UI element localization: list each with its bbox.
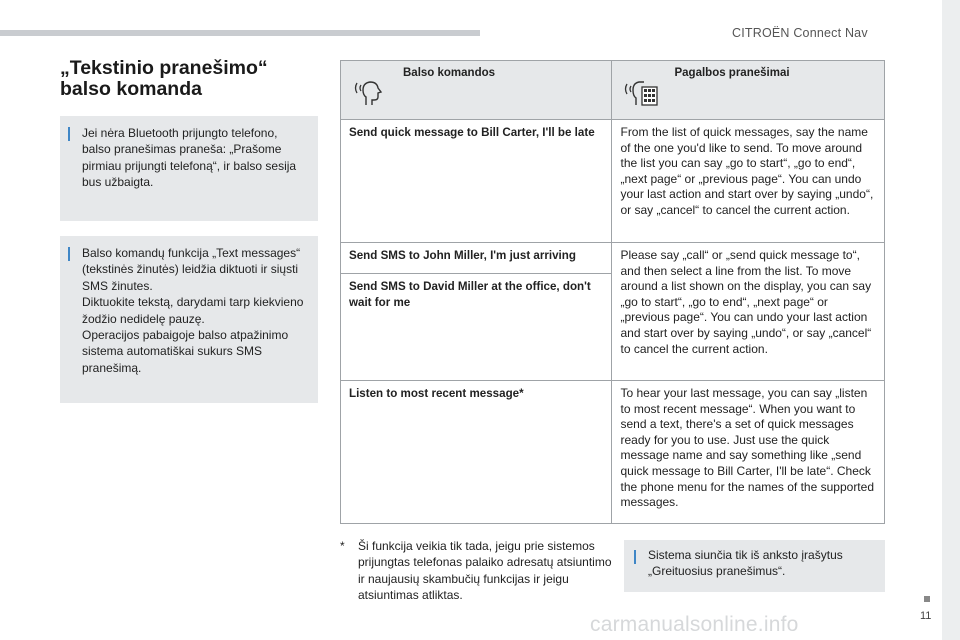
info-note-text: Balso komandų funkcija „Text messages“ (tekstinės žinutės) leidžia diktuoti ir siųsti SMS žinutes. Diktuokite tekstą, darydami tarp kiekvieno žodžio nedidelę pauzę. Operacijos pabaigoje balso atpažinimo sistema automatiškai sukurs SMS pranešimą. [82, 246, 304, 375]
header-voice-commands-label: Balso komandos [403, 67, 496, 79]
info-bar-icon [634, 550, 636, 564]
header-help-messages-label: Pagalbos pranešimai [674, 67, 790, 79]
page-title: „Tekstinio pranešimo“ balso komanda [60, 57, 268, 100]
info-note-text-messages [60, 236, 318, 403]
table-row [341, 120, 885, 243]
voice-command-cell: Send SMS to David Miller at the office, don't wait for me [341, 274, 612, 381]
header-help-messages [612, 61, 885, 120]
help-message-cell: Please say „call“ or „send quick message to“, and then select a line from the list. To move around a list shown on the display, you can say „go to start“, „go to end“, „next page“ or „previous page“. You can undo your last action and start over by saying „undo“, or say „cancel“ to cancel the current action. [612, 243, 885, 381]
table-header-row [341, 61, 885, 120]
voice-command-table [340, 60, 885, 524]
footnote-marker: * [340, 539, 345, 553]
table-row [341, 243, 885, 274]
page-number: 11 [920, 610, 932, 622]
info-note-quick-messages [624, 540, 885, 592]
table-row [341, 381, 885, 524]
page-marker [924, 596, 930, 602]
page-edge-strip [942, 0, 960, 640]
info-bar-icon [68, 247, 70, 261]
info-bar-icon [68, 127, 70, 141]
help-message-cell: From the list of quick messages, say the name of the one you'd like to send. To move around the list you can say „go to start“, „go to end“, „next page“ or „previous page“. You can undo your last action and start over by saying „undo“, or say „cancel“ to cancel the current action. [612, 120, 885, 243]
info-note-text: Sistema siunčia tik iš anksto įrašytus „Greituosius pranešimus“. [648, 548, 843, 579]
watermark: carmanualsonline.info [590, 613, 799, 636]
footnote [340, 538, 612, 604]
header-bar [0, 30, 480, 36]
footnote-text: Ši funkcija veikia tik tada, jeigu prie sistemos prijungtas telefonas palaiko adresatų atsiuntimo ir naujausių skambučių funkcijas ir jeigu atsiuntimas atliktas. [358, 539, 612, 603]
info-note-bluetooth [60, 116, 318, 221]
voice-command-icon [353, 75, 387, 107]
header-title: CITROËN Connect Nav [732, 26, 868, 40]
voice-help-icon [624, 75, 658, 107]
header-voice-commands [341, 61, 612, 120]
voice-command-cell: Send SMS to John Miller, I'm just arriving [341, 243, 612, 274]
voice-command-cell: Listen to most recent message* [341, 381, 612, 524]
help-message-cell: To hear your last message, you can say „listen to most recent message“. When you want to send a text, there's a set of quick messages ready for you to use. Just use the quick message name and say something like „send quick message to Bill Carter, I'll be late“. Check the phone menu for the names of the supported messages. [612, 381, 885, 524]
info-note-text: Jei nėra Bluetooth prijungto telefono, balso pranešimas praneša: „Prašome pirmiau prijungti telefoną“, ir balso sesija bus užbaigta. [82, 126, 297, 190]
voice-command-cell: Send quick message to Bill Carter, I'll be late [341, 120, 612, 243]
